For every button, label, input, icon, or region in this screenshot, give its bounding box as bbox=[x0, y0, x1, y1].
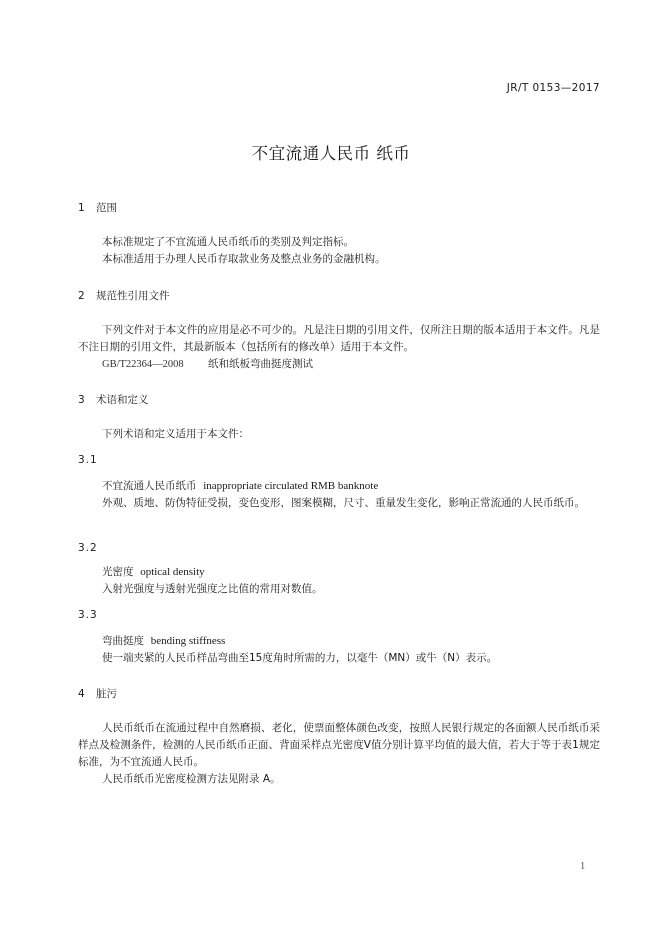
reference-title: 纸和纸板弯曲挺度测试 bbox=[208, 358, 313, 370]
section-1-paragraph-2: 本标准适用于办理人民币存取款业务及整点业务的金融机构。 bbox=[102, 253, 386, 265]
section-4-paragraph-1: 人民币纸币在流通过程中自然磨损、老化，使票面整体颜色改变，按照人民银行规定的各面额人民币纸币采样点及检测条件，检测的人民币纸币正面、背面采样点光密度V值分别计算平均值的最大值，若大于等于表1规定标准，为不宜流通人民币。 bbox=[78, 722, 600, 768]
term-3-2-name bbox=[102, 564, 600, 581]
section-title: 术语和定义 bbox=[96, 394, 149, 406]
document-code: JR/T 0153—2017 bbox=[506, 82, 600, 94]
term-3-2-number: 3.2 bbox=[78, 542, 98, 554]
section-title: 规范性引用文件 bbox=[96, 290, 170, 302]
section-2-heading bbox=[78, 288, 170, 305]
section-1-paragraph-1: 本标准规定了不宜流通人民币纸币的类别及判定指标。 bbox=[102, 236, 354, 248]
normative-reference bbox=[102, 356, 600, 373]
term-3-1-name bbox=[102, 478, 600, 495]
section-number: 3 bbox=[78, 394, 85, 406]
section-number: 2 bbox=[78, 290, 85, 302]
term-3-1-number: 3.1 bbox=[78, 454, 98, 466]
section-number: 4 bbox=[78, 688, 85, 700]
document-title: 不宜流通人民币 纸币 bbox=[251, 144, 411, 163]
term-3-3-name bbox=[102, 633, 600, 650]
term-3-2-definition: 入射光强度与透射光强度之比值的常用对数值。 bbox=[102, 583, 323, 595]
page-number: 1 bbox=[580, 861, 586, 872]
section-number: 1 bbox=[78, 202, 85, 214]
term-cn: 弯曲挺度 bbox=[102, 635, 144, 647]
section-4-paragraph-2: 人民币纸币光密度检测方法见附录 A。 bbox=[102, 773, 281, 785]
section-title: 范围 bbox=[96, 202, 117, 214]
reference-code: GB/T22364—2008 bbox=[102, 359, 184, 370]
term-en: bending stiffness bbox=[150, 635, 226, 647]
term-3-1-definition: 外观、质地、防伪特征受损，变色变形，图案模糊，尺寸、重量发生变化，影响正常流通的人民币纸币。 bbox=[102, 497, 585, 509]
section-4-heading bbox=[78, 686, 117, 703]
term-3-3-definition: 使一端夹紧的人民币样品弯曲至15度角时所需的力，以毫牛（MN）或牛（N）表示。 bbox=[102, 652, 498, 664]
term-en: inappropriate circulated RMB banknote bbox=[203, 480, 379, 492]
section-title: 脏污 bbox=[96, 688, 117, 700]
section-2-paragraph: 下列文件对于本文件的应用是必不可少的。凡是注日期的引用文件，仅所注日期的版本适用于本文件。凡是不注日期的引用文件，其最新版本（包括所有的修改单）适用于本文件。 bbox=[78, 324, 600, 353]
section-3-intro: 下列术语和定义适用于本文件： bbox=[102, 428, 249, 440]
term-cn: 不宜流通人民币纸币 bbox=[102, 480, 197, 492]
section-3-heading bbox=[78, 392, 149, 409]
term-3-3-number: 3.3 bbox=[78, 609, 98, 621]
term-cn: 光密度 bbox=[102, 566, 134, 578]
section-1-heading bbox=[78, 200, 117, 217]
term-en: optical density bbox=[140, 566, 205, 578]
